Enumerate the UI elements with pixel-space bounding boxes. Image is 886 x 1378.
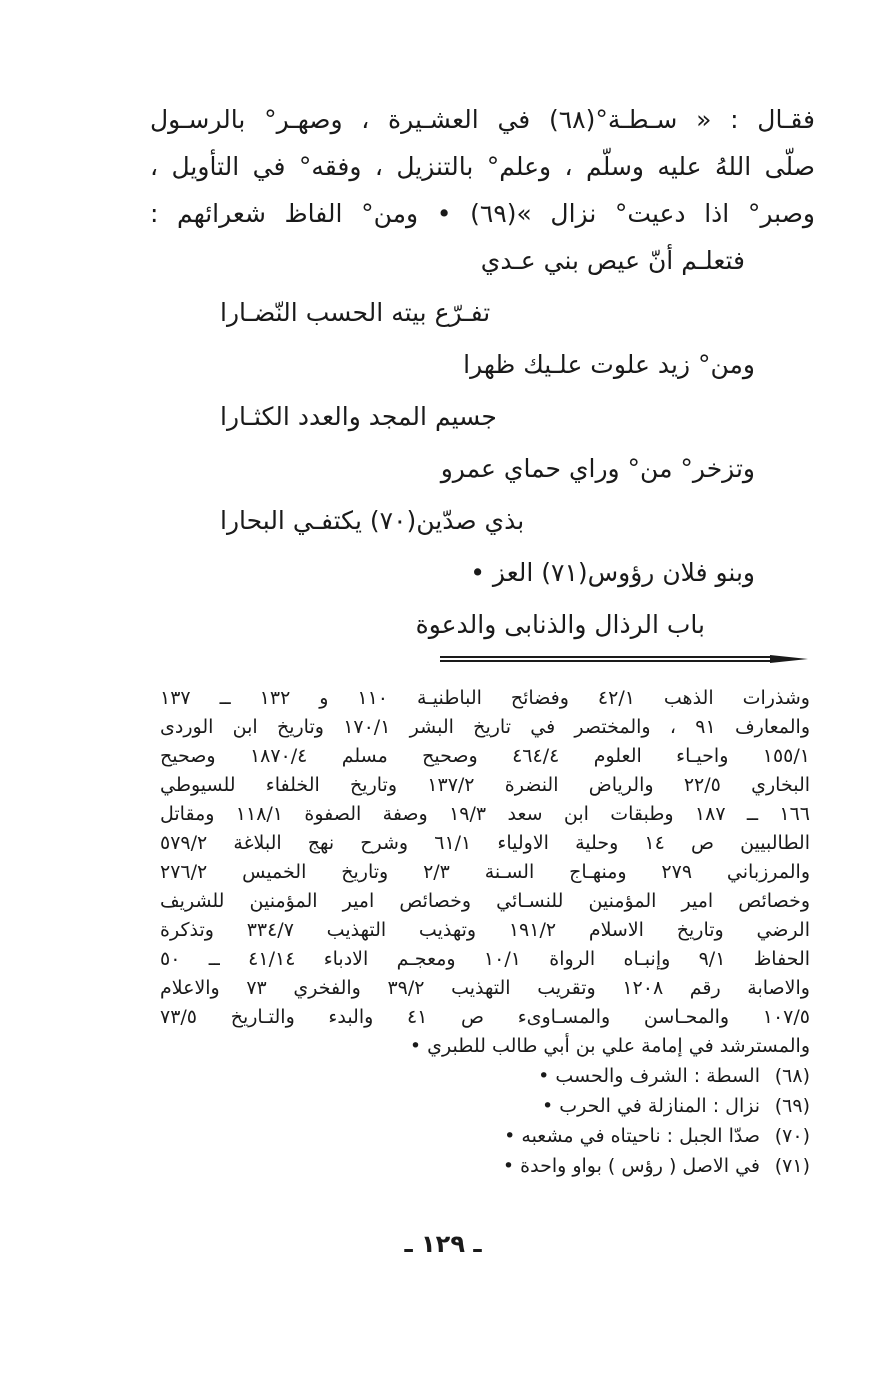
footnote [160, 1091, 810, 1121]
footnote-number: (٦٩) [774, 1095, 810, 1117]
verse-first-hemistich: ومن° زيد علوت علـيك ظهرا [463, 350, 755, 379]
note-line: وشذرات الذهب ٤٢/١ وفضائح الباطنيـة ١١٠ و ١٣٢ ــ ١٣٧ [160, 687, 810, 709]
note-line: الطالبيين ص ١٤ وحلية الاولياء ٦١/١ وشرح نهج البلاغة ٥٧٩/٢ [160, 832, 810, 854]
note-line: والمرزباني ٢٧٩ ومنهـاج السـنة ٢/٣ وتاريخ الخميس ٢٧٦/٢ [160, 861, 810, 883]
text-line: وصبر° اذا دعيت° نزال »(٦٩) • ومن° الفاظ شعرائهم : [150, 199, 815, 228]
verse-first-hemistich: فتعلـم أنّ عيص بني عـدي [480, 246, 745, 275]
footnote-number: (٦٨) [774, 1065, 810, 1087]
note-line: البخاري ٢٢/٥ والرياض النضرة ١٣٧/٢ وتاريخ الخلفاء للسيوطي [160, 774, 811, 796]
verse-second-hemistich: جسيم المجد والعدد الكثـارا [220, 402, 497, 431]
footnote-text: في الاصل ( رؤس ) بواو واحدة • [502, 1155, 760, 1177]
footnote-number: (٧٠) [774, 1125, 810, 1147]
note-line: ١٠٧/٥ والمحـاسن والمسـاوىء ص ٤١ والبدء والتـاريخ ٧٣/٥ [160, 1006, 810, 1028]
verse-first-hemistich: وبنو فلان رؤوس(٧١) العز • [470, 558, 755, 587]
note-line: ١٦٦ ــ ١٨٧ وطبقات ابن سعد ١٩/٣ وصفة الصفوة ١١٨/١ ومقاتل [160, 803, 810, 825]
footnote [160, 1121, 810, 1151]
ornamental-divider [440, 654, 810, 664]
note-line: وخصائص امير المؤمنين للنسـائي وخصائص امير المؤمنين للشريف [160, 890, 810, 912]
verse-first-hemistich: وتزخر° من° وراي حماي عمرو [440, 454, 755, 483]
verse-second-hemistich: باب الرذال والذنابى والدعوة [415, 610, 705, 639]
verse-second-hemistich: بذي صدّين(٧٠) يكتفـي البحارا [220, 506, 525, 535]
note-line: والاصابة رقم ١٢٠٨ وتقريب التهذيب ٣٩/٢ والفخري ٧٣ والاعلام [160, 977, 810, 999]
footnote-text: صدّا الجبل : ناحيتاه في مشعبه • [504, 1125, 760, 1147]
note-line: الحفاظ ٩/١ وإنبـاه الرواة ١٠/١ ومعجـم الادباء ٤١/١٤ ــ ٥٠ [160, 948, 811, 970]
note-line: الرضي وتاريخ الاسلام ١٩١/٢ وتهذيب التهذيب ٣٣٤/٧ وتذكرة [160, 919, 810, 941]
poem [150, 238, 815, 654]
verse-second-hemistich: تفـرّع بيته الحسب النّضـارا [220, 298, 491, 327]
note-line: والمسترشد في إمامة علي بن أبي طالب للطبري • [409, 1035, 810, 1057]
text-line: فقـال : « سـطـة°(٦٨) في العشـيرة ، وصهـر° بالرسـول [150, 105, 815, 134]
page-number: ـ ١٢٩ ـ [404, 1230, 482, 1258]
main-text [150, 96, 815, 237]
note-line: ١٥٥/١ واحيـاء العلوم ٤٦٤/٤ وصحيح مسلم ١٨٧٠/٤ وصحيح [160, 745, 810, 767]
footnote-number: (٧١) [774, 1155, 810, 1177]
footnote [160, 1061, 810, 1091]
footnote [160, 1151, 810, 1181]
note-line: والمعارف ٩١ ، والمختصر في تاريخ البشر ١٧٠/١ وتاريخ ابن الوردى [160, 716, 811, 738]
text-line: صلّى اللهُ عليه وسلّم ، وعلم° بالتنزيل ، وفقه° في التأويل ، [150, 152, 815, 181]
footnote-text: السطة : الشرف والحسب • [538, 1065, 760, 1087]
footnotes-section [160, 684, 810, 1181]
footnote-text: نزال : المنازلة في الحرب • [541, 1095, 760, 1117]
